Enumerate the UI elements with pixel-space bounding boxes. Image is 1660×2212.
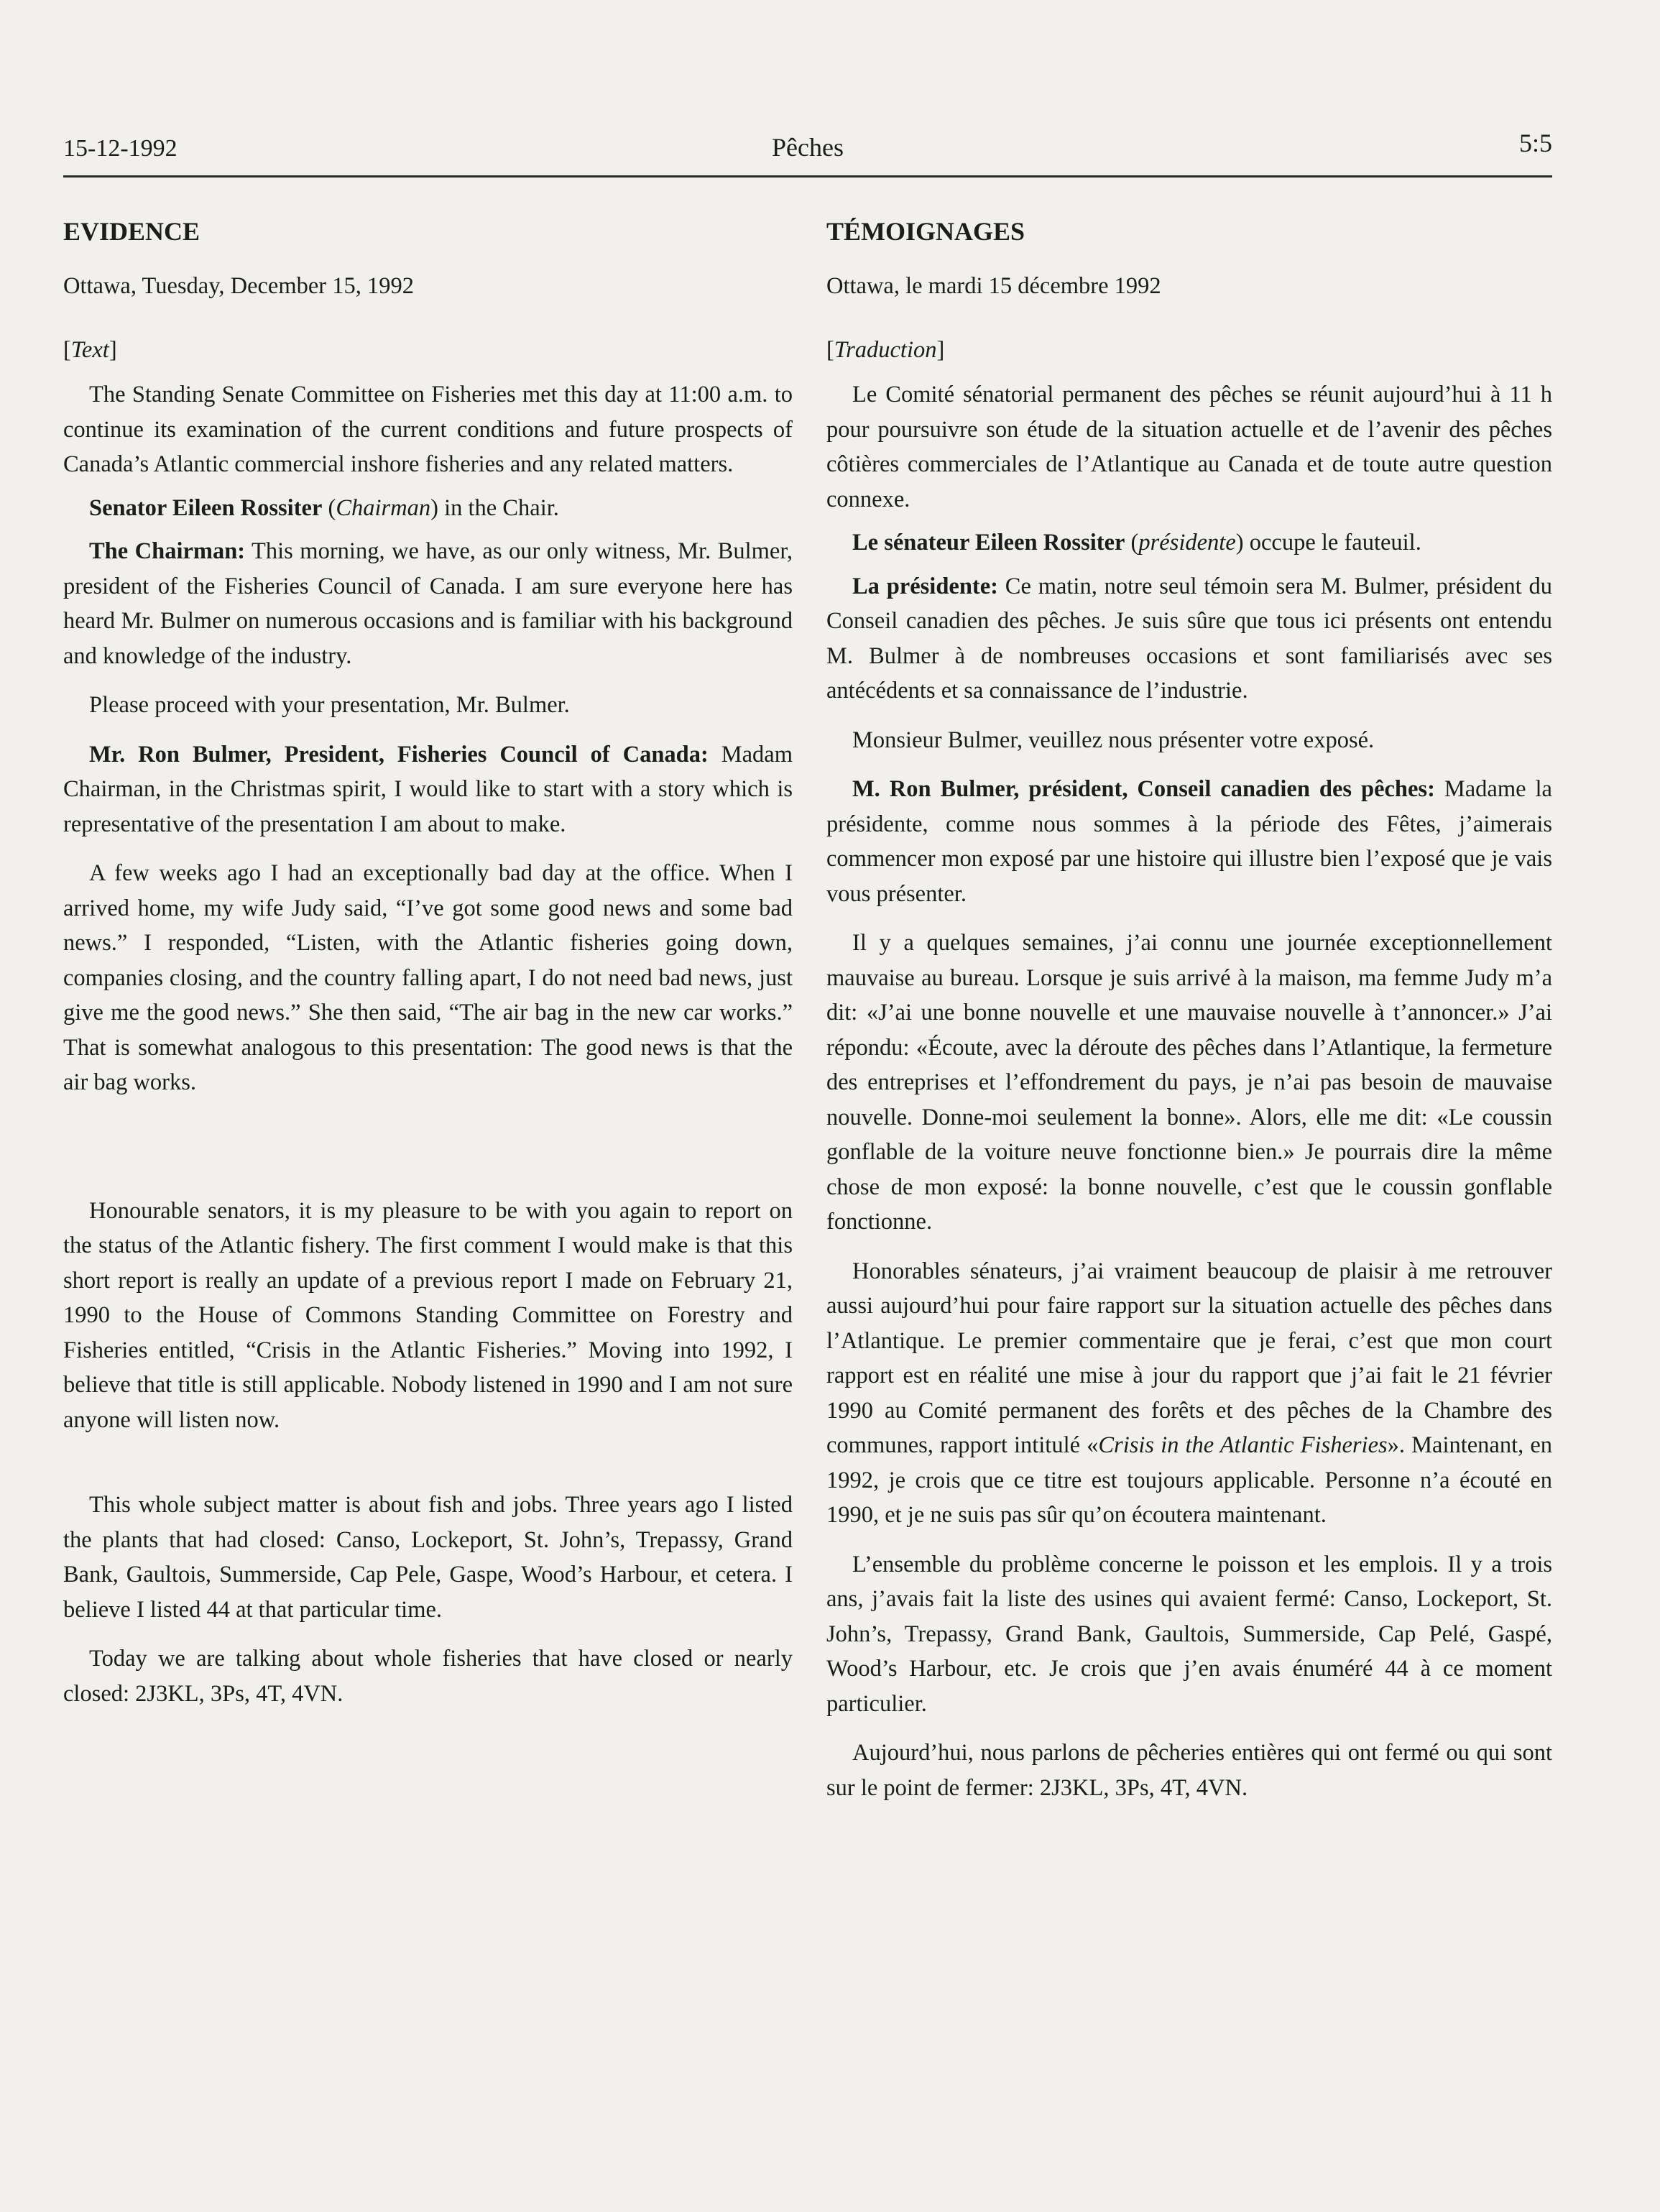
paragraph: Please proceed with your presentation, Mr. Bulmer. (89, 692, 570, 718)
english-column (63, 216, 793, 1711)
paragraph: Honourable senators, it is my pleasure to be with you again to report on the status of the Atlantic fishery. The first comment I would make is that this short report is really an update of a previous report I made on February 21, 1990 to the House of Commons Standing Committee on Forestry and Fisheries entitled, “Crisis in the Atlantic Fisheries.” Moving into 1992, I believe that title is still applicable. Nobody listened in 1990 and I am not sure anyone will listen now. (63, 1197, 793, 1433)
header-title: Pêches (772, 133, 844, 162)
paragraph: Monsieur Bulmer, veuillez nous présenter votre exposé. (852, 727, 1375, 753)
paragraph (826, 772, 1552, 911)
paragraph: The Standing Senate Committee on Fisheries met this day at 11:00 a.m. to continue its examination of the current conditions and future prospects of Canada’s Atlantic commercial inshore fisheries and any related matters. (63, 382, 793, 477)
paragraph: Today we are talking about whole fisheries that have closed or nearly closed: 2J3KL, 3Ps, 4T, 4VN. (63, 1646, 793, 1707)
paragraph: Il y a quelques semaines, j’ai connu une journée exceptionnellement mauvaise au bureau. Lorsque je suis arrivé à la maison, ma femme Judy m’a dit: «J’ai une bonne nouvelle et une mauvaise nouvelle à t’annoncer.» J’ai répondu: «Écoute, avec la déroute des pêches dans l’Atlantique, la fermeture des entreprises et l’effondrement du pays, je n’ai pas besoin de mauvaise nouvelle. Donne-moi seulement la bonne». Alors, elle me dit: «Le coussin gonflable de la voiture neuve fonctionne bien.» Je pourrais dire la même chose de mon exposé: la bonne nouvelle, c’est que le coussin gonflable fonctionne. (826, 930, 1552, 1235)
paragraph (63, 534, 793, 673)
speech-text: ». Maintenant, en 1992, je crois que ce titre est toujours applicable. Personne n’a écouté en 1990, et je ne suis pas sûr qu’on écoutera maintenant. (826, 1432, 1553, 1528)
speaker-label: The Chairman: (89, 538, 246, 564)
chair-role: Chairman (336, 494, 431, 521)
chair-name: Le sénateur Eileen Rossiter (852, 530, 1125, 556)
dateline: Ottawa, le mardi 15 décembre 1992 (826, 273, 1161, 299)
paragraph: L’ensemble du problème concerne le poisson et les emplois. Il y a trois ans, j’avais fait la liste des usines qui avaient fermé: Canso, Lockeport, St. John’s, Trepassy, Grand Bank, Gaultois, Summerside, Cap Pelé, Gaspé, Wood’s Harbour, etc. Je crois que j’en avais énuméré 44 à ce moment particulier. (826, 1551, 1552, 1717)
language-tag-text: Text (70, 336, 109, 363)
chair-line: Senator Eileen Rossiter (Chairman) in the Chair. (89, 494, 559, 521)
paragraph: This whole subject matter is about fish and jobs. Three years ago I listed the plants that had closed: Canso, Lockeport, St. John’s, Trepassy, Grand Bank, Gaultois, Summerside, Cap Pele, Gaspe, Wood’s Harbour, et cetera. I believe I listed 44 at that particular time. (63, 1492, 793, 1623)
speech-text: Honorables sénateurs, j’ai vraiment beaucoup de plaisir à me retrouver aussi aujourd’hui pour faire rapport sur la situation actuelle des pêches dans l’Atlantique. Le premier commentaire que je ferai, c’est que mon court rapport est en réalité une mise à jour du rapport que j’ai fait le 21 février 1990 au Comité permanent des forêts et des pêches de la Chambre des communes, rapport intitulé « (826, 1258, 1552, 1458)
dateline: Ottawa, Tuesday, December 15, 1992 (63, 273, 415, 299)
speech-text: This morning, we have, as our only witness, Mr. Bulmer, president of the Fisheries Council of Canada. I am sure everyone here has heard Mr. Bulmer on numerous occasions and is familiar with his background and knowledge of the industry. (63, 538, 793, 669)
chair-line: Le sénateur Eileen Rossiter (présidente) occupe le fauteuil. (852, 530, 1421, 556)
section-heading: TÉMOIGNAGES (826, 217, 1025, 246)
page-header (63, 128, 1552, 178)
paragraph (63, 737, 793, 842)
speech-text: Madam Chairman, in the Christmas spirit, I would like to start with a story which is representative of the presentation I am about to make. (63, 741, 793, 837)
speech-text: Ce matin, notre seul témoin sera M. Bulmer, président du Conseil canadien des pêches. Je suis sûre que tous ici présents ont entendu M. Bulmer à de nombreuses occasions et sont familiarisés avec ses antécédents et sa connaissance de l’industrie. (826, 573, 1552, 704)
chair-name: Senator Eileen Rossiter (89, 494, 323, 521)
language-tag: [Traduction] (826, 336, 945, 363)
paragraph: A few weeks ago I had an exceptionally bad day at the office. When I arrived home, my wife Judy said, “I’ve got some good news and some bad news.” I responded, “Listen, with the Atlantic fisheries going down, companies closing, and the country falling apart, I do not need bad news, just give me the good news.” She then said, “The air bag in the new car works.” That is somewhat analogous to this presentation: The good news is that the air bag works. (63, 860, 793, 1095)
page-number: 5:5 (1518, 129, 1552, 157)
speaker-label: M. Ron Bulmer, président, Conseil canadien des pêches: (852, 776, 1435, 802)
paragraph (826, 569, 1552, 709)
language-tag: [Text] (63, 336, 117, 363)
chair-rest: occupe le fauteuil. (1243, 530, 1421, 556)
paragraph (826, 1254, 1552, 1533)
speaker-label: La présidente: (852, 573, 998, 599)
french-column (826, 216, 1552, 1805)
chair-rest: in the Chair. (438, 494, 559, 521)
paragraph: Le Comité sénatorial permanent des pêches se réunit aujourd’hui à 11 h pour poursuivre son étude de la situation actuelle et de l’avenir des pêches côtières commerciales de l’Atlantique au Canada et de toute autre question connexe. (826, 382, 1552, 512)
chair-role: présidente (1138, 530, 1236, 556)
paragraph: Aujourd’hui, nous parlons de pêcheries entières qui ont fermé ou qui sont sur le point de fermer: 2J3KL, 3Ps, 4T, 4VN. (826, 1740, 1552, 1801)
language-tag-text: Traduction (834, 336, 937, 363)
header-date: 15-12-1992 (63, 135, 177, 162)
speaker-label: Mr. Ron Bulmer, President, Fisheries Council of Canada: (89, 741, 709, 768)
speech-text: Madame la présidente, comme nous sommes à la période des Fêtes, j’aimerais commencer mon exposé par une histoire qui illustre bien l’exposé que je vais vous présenter. (826, 776, 1552, 907)
report-title: Crisis in the Atlantic Fisheries (1098, 1432, 1388, 1458)
section-heading: EVIDENCE (63, 217, 200, 246)
